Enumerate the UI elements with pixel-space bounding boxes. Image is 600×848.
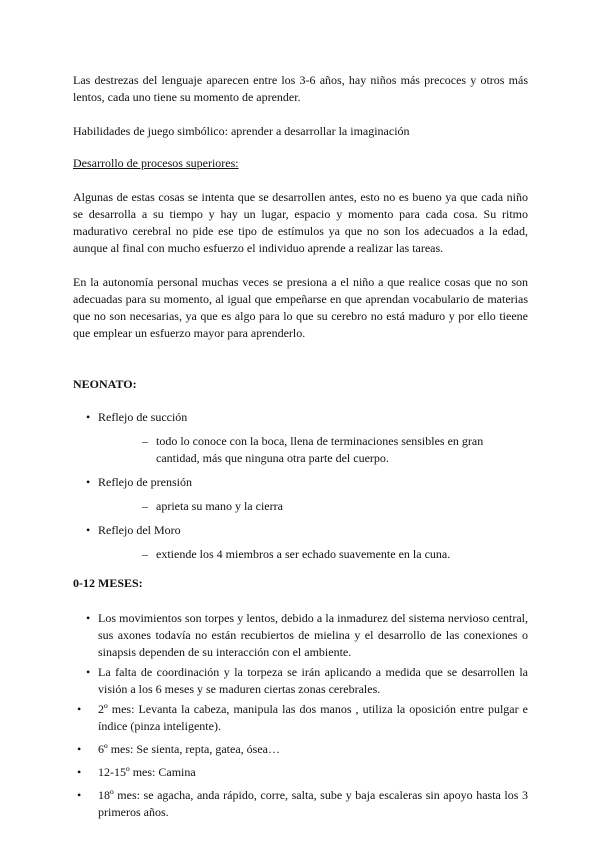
neonato-heading: NEONATO:	[73, 377, 137, 391]
document-page	[73, 72, 528, 824]
list-item-text: La falta de coordinación y la torpeza se irán aplicando a medida que se desarrollen la visión a los 6 meses y se maduren ciertas zonas cerebrales.	[98, 665, 528, 696]
dash-icon: –	[142, 547, 148, 561]
desarrollo-subtitle: Desarrollo de procesos superiores:	[73, 156, 239, 170]
body-paragraph-1: Algunas de estas cosas se intenta que se desarrollen antes, esto no es bueno ya que cada niño se desarrolla a su tiempo y hay un lugar, espacio y momento para cada cosa. Su ritmo madurativo cerebral no pide ese tipo de estímulos ya que no son los adecuados a la edad, aunque al final con mucho esfuerzo el individuo aprende a realizar las tareas.	[73, 190, 528, 255]
list-item-label: Reflejo del Moro	[98, 523, 181, 537]
bullet-icon: •	[86, 410, 91, 424]
habilidades-paragraph: Habilidades de juego simbólico: aprender a desarrollar la imaginación	[73, 124, 410, 138]
intro-paragraph: Las destrezas del lenguaje aparecen entre los 3-6 años, hay niños más precoces y otros más lentos, cada uno tiene su momento de aprender.	[73, 73, 528, 104]
list-item	[73, 474, 528, 515]
sub-list-item-text: extiende los 4 miembros a ser echado suavemente en la cuna.	[156, 547, 451, 561]
bullet-icon: •	[86, 523, 91, 537]
dash-icon: –	[142, 434, 148, 448]
list-item	[73, 787, 528, 821]
sub-list-item-text: todo lo conoce con la boca, llena de terminaciones sensibles en gran cantidad, más que ninguna otra parte del cuerpo.	[156, 434, 484, 465]
list-item	[73, 764, 528, 781]
sub-list-item	[98, 433, 528, 467]
meses-list	[73, 610, 528, 821]
neonato-list	[73, 409, 528, 563]
bullet-icon: •	[86, 475, 91, 489]
bullet-icon: •	[77, 742, 82, 756]
sub-list-item	[98, 498, 528, 515]
body-paragraph-2: En la autonomía personal muchas veces se presiona a el niño a que realice cosas que no son adecuadas para su momento, al igual que empeñarse en que aprendan vocabulario de materias que no son necesarias, ya que es algo para lo que su cerebro no está maduro y por ello tieene que emplear un esfuerzo mayor para aprenderlo.	[73, 275, 528, 340]
list-item-text: 2º mes: Levanta la cabeza, manipula las dos manos , utiliza la oposición entre pulgar e índice (pinza inteligente).	[98, 702, 528, 733]
sub-list-item-text: aprieta su mano y la cierra	[156, 499, 283, 513]
bullet-icon: •	[77, 765, 82, 779]
list-item	[73, 664, 528, 698]
bullet-icon: •	[77, 702, 82, 716]
list-item-text: 18º mes: se agacha, anda rápido, corre, salta, sube y baja escaleras sin apoyo hasta los 3 primeros años.	[98, 788, 528, 819]
bullet-icon: •	[77, 788, 82, 802]
bullet-icon: •	[86, 611, 91, 625]
list-item	[73, 610, 528, 661]
list-item-text: 12-15º mes: Camina	[98, 765, 196, 779]
dash-icon: –	[142, 499, 148, 513]
list-item	[73, 522, 528, 563]
meses-heading: 0-12 MESES:	[73, 576, 143, 590]
list-item-text: Los movimientos son torpes y lentos, debido a la inmadurez del sistema nervioso central, sus axones todavía no están recubiertos de mielina y el desarrollo de las conexiones o sinapsis dependen de su interacción con el ambiente.	[98, 611, 528, 659]
bullet-icon: •	[86, 665, 91, 679]
list-item	[73, 409, 528, 467]
list-item-text: 6º mes: Se sienta, repta, gatea, ósea…	[98, 742, 280, 756]
list-item	[73, 741, 528, 758]
list-item-label: Reflejo de succión	[98, 410, 188, 424]
sub-list-item	[98, 546, 528, 563]
list-item-label: Reflejo de prensión	[98, 475, 192, 489]
list-item	[73, 701, 528, 735]
